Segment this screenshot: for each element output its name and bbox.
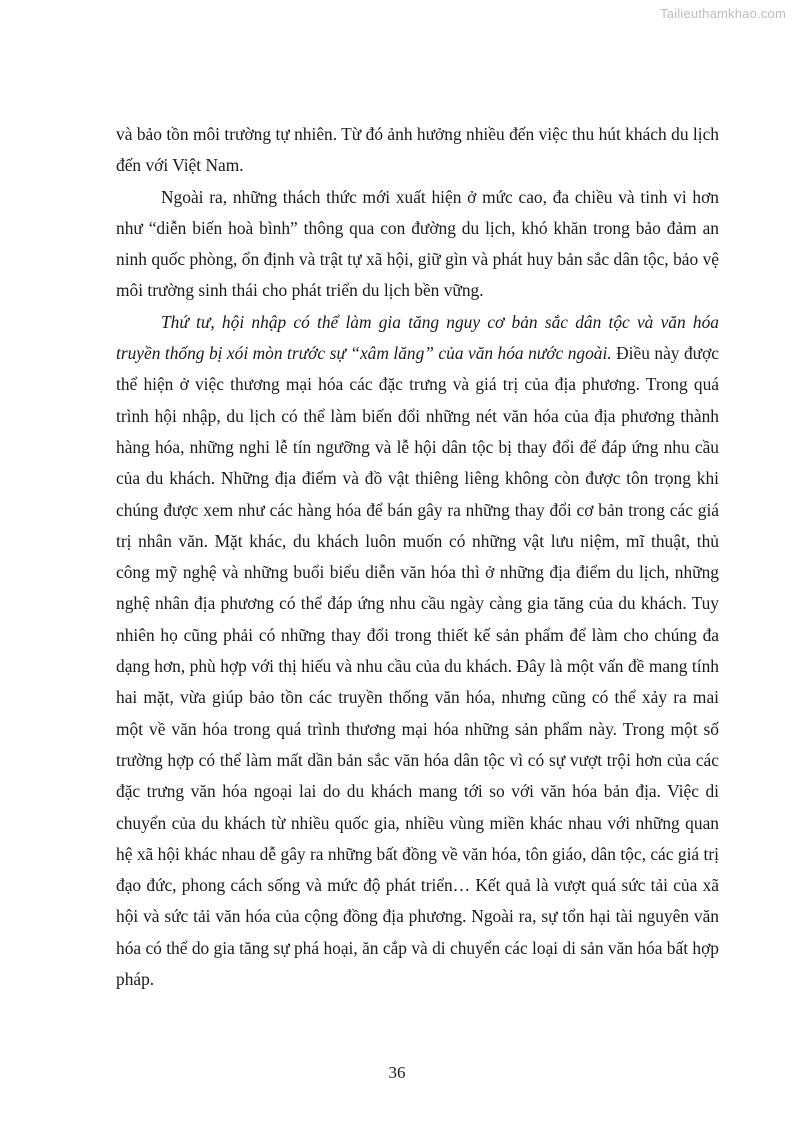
paragraph-challenges: Ngoài ra, những thách thức mới xuất hiện ở mức cao, đa chiều và tinh vi hơn như “diễn biến hoà bình” thông qua con đường du lịch, khó khăn trong bảo đảm an ninh quốc phòng, ổn định và trật tự xã hội, giữ gìn và phát huy bản sắc dân tộc, bảo vệ môi trường sinh thái cho phát triển du lịch bền vững.: [116, 186, 719, 301]
paragraph-fourth-point-heading: Thứ tư, hội nhập có thể làm gia tăng nguy cơ bản sắc dân tộc và văn hóa truyền thống bị xói mòn trước sự “xâm lăng” của văn hóa nước ngoài.: [116, 311, 719, 364]
paragraph-fourth-point-body: Điều này được thể hiện ở việc thương mại hóa các đặc trưng và giá trị của địa phương. Trong quá trình hội nhập, du lịch có thể làm biến đổi những nét văn hóa của địa phương thành hàng hóa, những nghi lễ tín ngưỡng và lễ hội dân tộc bị thay đổi để đáp ứng nhu cầu của du khách. Những địa điểm và đồ vật thiêng liêng không còn được tôn trọng khi chúng được xem như các hàng hóa để bán gây ra những thay đổi cơ bản trong các giá trị nhân văn. Mặt khác, du khách luôn muốn có những vật lưu niệm, mĩ thuật, thủ công mỹ nghệ và những buổi biểu diễn văn hóa thì ở những địa điểm du lịch, những nghệ nhân địa phương có thể đáp ứng nhu cầu ngày càng gia tăng của du khách. Tuy nhiên họ cũng phải có những thay đổi trong thiết kế sản phẩm để làm cho chúng đa dạng hơn, phù hợp với thị hiếu và nhu cầu của du khách. Đây là một vấn đề mang tính hai mặt, vừa giúp bảo tồn các truyền thống văn hóa, nhưng cũng có thể xảy ra mai một về văn hóa trong quá trình thương mại hóa những sản phẩm này. Trong một số trường hợp có thể làm mất dần bản sắc văn hóa dân tộc vì có sự vượt trội hơn của các đặc trưng văn hóa ngoại lai do du khách mang tới so với văn hóa bản địa. Việc di chuyển của du khách từ nhiều quốc gia, nhiều vùng miền khác nhau với những quan hệ xã hội khác nhau dễ gây ra những bất đồng về văn hóa, tôn giáo, dân tộc, các giá trị đạo đức, phong cách sống và mức độ phát triển… Kết quả là vượt quá sức tải của xã hội và sức tải văn hóa của cộng đồng địa phương. Ngoài ra, sự tổn hại tài nguyên văn hóa có thể do gia tăng sự phá hoại, ăn cắp và di chuyển các loại di sản văn hóa bất hợp pháp.: [116, 343, 719, 990]
watermark-text: Tailieuthamkhao.com: [660, 6, 786, 21]
document-body: [116, 119, 719, 995]
paragraph-fourth-point: [116, 307, 719, 996]
page-number: 36: [388, 1063, 406, 1082]
paragraph-continuation: và bảo tồn môi trường tự nhiên. Từ đó ảnh hưởng nhiều đến việc thu hút khách du lịch đến với Việt Nam.: [116, 124, 719, 176]
